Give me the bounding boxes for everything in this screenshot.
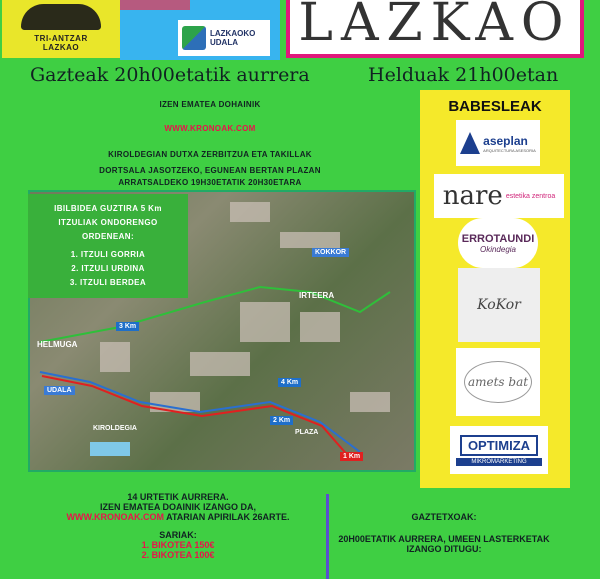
prizes-title: SARIAK: bbox=[159, 530, 197, 540]
legend-item-green: 3. ITZULI BERDEA bbox=[69, 278, 147, 287]
sponsor-optimiza-sub: MIKROMARKETING bbox=[456, 458, 542, 466]
schedule-adults: Helduak 21h00etan bbox=[368, 64, 559, 86]
udala-line2: UDALA bbox=[210, 38, 238, 47]
sponsor-optimiza bbox=[450, 426, 548, 474]
aseplan-icon bbox=[460, 132, 480, 154]
route-blue bbox=[40, 372, 360, 452]
sponsor-aseplan bbox=[456, 120, 540, 166]
legend-title1: IBILBIDEA GUZTIRA 5 Km bbox=[54, 204, 162, 213]
footer-age: 14 URTETIK AURRERA. bbox=[127, 492, 229, 502]
sponsors-panel bbox=[420, 90, 570, 488]
town-title: LAZKAO bbox=[298, 0, 572, 53]
label-helmuga: HELMUGA bbox=[37, 340, 78, 349]
udala-icon bbox=[182, 26, 206, 50]
sponsor-aseplan-name: aseplan bbox=[483, 133, 528, 148]
sponsor-kokor-name: KoKor bbox=[477, 297, 521, 313]
top-photo-strip bbox=[120, 0, 190, 10]
sponsors-heading: BABESLEAK bbox=[448, 98, 542, 115]
legend-title3: ORDENEAN: bbox=[81, 232, 135, 241]
label-udala: UDALA bbox=[44, 386, 75, 395]
sponsor-ametsbat bbox=[456, 348, 540, 416]
sponsor-nare bbox=[434, 174, 564, 218]
schedule-young: Gazteak 20h00etatik aurrera bbox=[30, 64, 310, 86]
label-kokor: KOKKOR bbox=[312, 248, 349, 257]
info-registration: IZEN EMATEA DOHAINIK bbox=[159, 100, 261, 109]
footer-link[interactable]: WWW.KRONOAK.COM bbox=[66, 512, 164, 522]
sponsor-nare-sub: estetika zentroa bbox=[505, 192, 556, 200]
sponsor-aseplan-sub: ARQUITECTURA ASESORIA bbox=[483, 147, 536, 153]
sponsor-errot-sub: Okindegia bbox=[479, 244, 517, 254]
footer-right bbox=[324, 512, 564, 554]
kids-line1: 20H00ETATIK AURRERA, UMEEN LASTERKETAK bbox=[338, 534, 550, 544]
sponsor-errotaundi bbox=[458, 218, 538, 268]
sponsor-ametsbat-name: amets bat bbox=[467, 375, 529, 389]
footer-left bbox=[28, 492, 328, 560]
footer-deadline: ATARIAN APIRILAK 26ARTE. bbox=[163, 512, 290, 522]
udala-logo bbox=[178, 20, 270, 56]
footer-registration: IZEN EMATEA DOAINIK IZANGO DA, bbox=[100, 502, 256, 512]
town-title-frame bbox=[286, 0, 584, 58]
label-km2: 2 Km bbox=[270, 416, 293, 425]
club-emblem bbox=[21, 4, 101, 30]
sponsor-optimiza-name: OPTIMIZA bbox=[460, 435, 538, 456]
udala-line1: LAZKAOKO bbox=[210, 29, 256, 38]
kids-title: GAZTETXOAK: bbox=[411, 512, 477, 522]
label-kiroldegia: KIROLDEGIA bbox=[93, 425, 137, 432]
legend-item-red: 1. ITZULI GORRIA bbox=[70, 250, 146, 259]
club-logo-line2: LAZKAO bbox=[42, 43, 80, 52]
route-legend bbox=[28, 194, 188, 298]
info-showers: KIROLDEGIAN DUTXA ZERBITZUA ETA TAKILLAK bbox=[108, 150, 312, 159]
sponsor-nare-name: nare bbox=[442, 181, 503, 211]
info-link[interactable]: WWW.KRONOAK.COM bbox=[164, 124, 256, 133]
info-bib-2: ARRATSALDEKO 19H30ETATIK 20H30ETARA bbox=[118, 178, 302, 187]
route-red bbox=[42, 376, 350, 458]
sponsor-errot-name: ERROTAUNDI bbox=[461, 232, 535, 245]
legend-title2: ITZULIAK ONDORENGO bbox=[58, 218, 158, 227]
club-logo bbox=[2, 0, 120, 58]
legend-item-blue: 2. ITZULI URDINA bbox=[71, 264, 145, 273]
sponsor-kokor bbox=[458, 268, 540, 342]
label-km3: 3 Km bbox=[116, 322, 139, 331]
info-bib-1: DORTSALA JASOTZEKO, EGUNEAN BERTAN PLAZAN bbox=[99, 166, 321, 175]
prize-2: 2. BIKOTEA 100€ bbox=[141, 550, 215, 560]
label-km1: 1 Km bbox=[340, 452, 363, 461]
club-logo-line1: TRI-ANTZAR bbox=[34, 34, 88, 43]
label-irteera: IRTEERA bbox=[299, 291, 335, 300]
kids-line2: IZANGO DITUGU: bbox=[406, 544, 482, 554]
label-plaza: PLAZA bbox=[295, 429, 319, 436]
label-km4: 4 Km bbox=[278, 378, 301, 387]
prize-1: 1. BIKOTEA 150€ bbox=[141, 540, 215, 550]
